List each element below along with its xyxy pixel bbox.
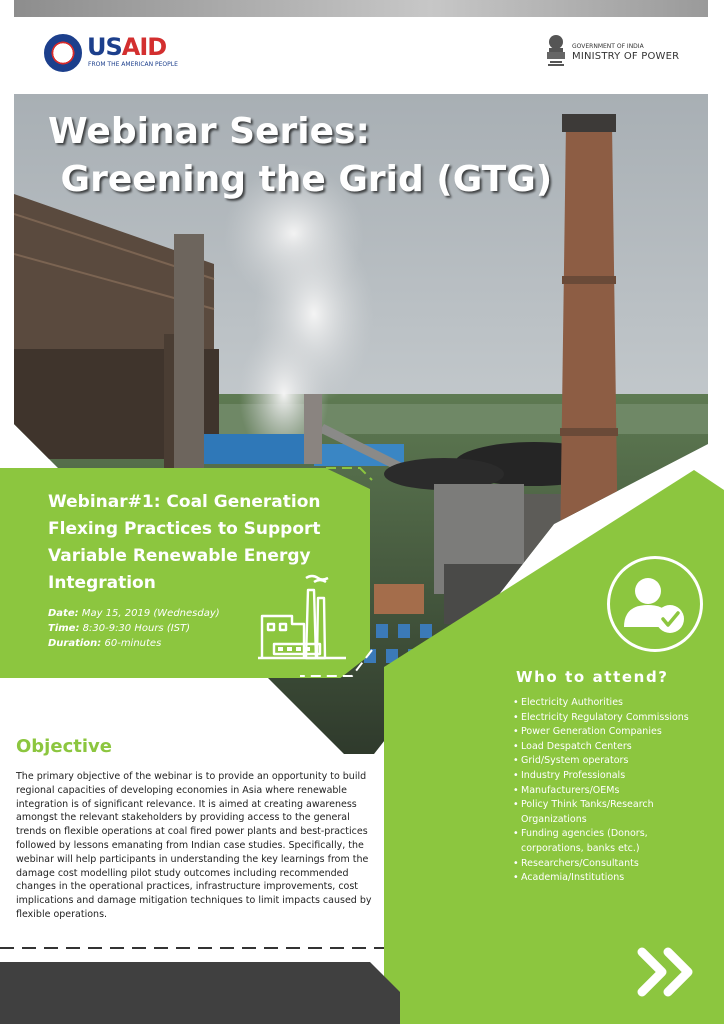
list-item: • Manufacturers/OEMs [513, 784, 713, 799]
list-item: • Funding agencies (Donors, corporations, banks etc.) [513, 827, 713, 856]
person-check-icon [607, 556, 703, 652]
double-chevron-right-icon[interactable] [636, 946, 700, 998]
list-item: • Grid/System operators [513, 754, 713, 769]
attendee-list [513, 696, 713, 886]
ministry-label: MINISTRY OF POWER [572, 51, 680, 62]
webinar-duration: Duration: 60-minutes [48, 638, 162, 649]
list-item: • Researchers/Consultants [513, 857, 713, 872]
power-plant-icon [256, 572, 348, 664]
webinar-time: Time: 8:30-9:30 Hours (IST) [48, 623, 191, 634]
usaid-seal-icon [44, 34, 82, 72]
ministry-of-power-logo [545, 34, 695, 72]
list-item: • Policy Think Tanks/Research Organizations [513, 798, 713, 827]
list-item: • Load Despatch Centers [513, 740, 713, 755]
list-item: • Power Generation Companies [513, 725, 713, 740]
list-item: • Industry Professionals [513, 769, 713, 784]
list-item: • Academia/Institutions [513, 871, 713, 886]
footer-dark-shape [0, 962, 400, 1024]
objective-body: The primary objective of the webinar is to provide an opportunity to build regional capacities of developing economies in Asia where renewable integration is of significant relevance. It is aimed at creating awareness amongst the relevant stakeholders by providing access to the general trends on flexible operations at coal fired power plants and best-practices followed by lessons emanating from Indian case studies. Specifically, the webinar will help participants in understanding the key learnings from the damage cost modelling pilot study outcomes including recommended changes in the operational practices, infrastructure improvements, cost implications and damage mitigation techniques to limit impacts caused by flexible operations. [16, 771, 372, 920]
title-line-1: Webinar Series: [48, 111, 370, 152]
usaid-logo [44, 34, 184, 74]
usaid-tagline: FROM THE AMERICAN PEOPLE [88, 61, 178, 68]
page-title [48, 108, 552, 204]
webinar-date: Date: May 15, 2019 (Wednesday) [48, 608, 220, 619]
webinar-meta [48, 606, 220, 651]
list-item: • Electricity Regulatory Commissions [513, 711, 713, 726]
who-to-attend-title: Who to attend? [516, 668, 669, 686]
webinar-title: Webinar#1: Coal Generation Flexing Practices to Support Variable Renewable Energy Integration [48, 492, 321, 593]
objective-heading: Objective [16, 736, 112, 757]
list-item: • Electricity Authorities [513, 696, 713, 711]
gov-india-label: GOVERNMENT OF INDIA [572, 43, 644, 50]
ashoka-emblem-icon [545, 34, 567, 68]
usaid-wordmark: USAID [87, 33, 167, 61]
title-line-2: Greening the Grid (GTG) [48, 159, 553, 200]
top-decorative-bar [14, 0, 708, 17]
